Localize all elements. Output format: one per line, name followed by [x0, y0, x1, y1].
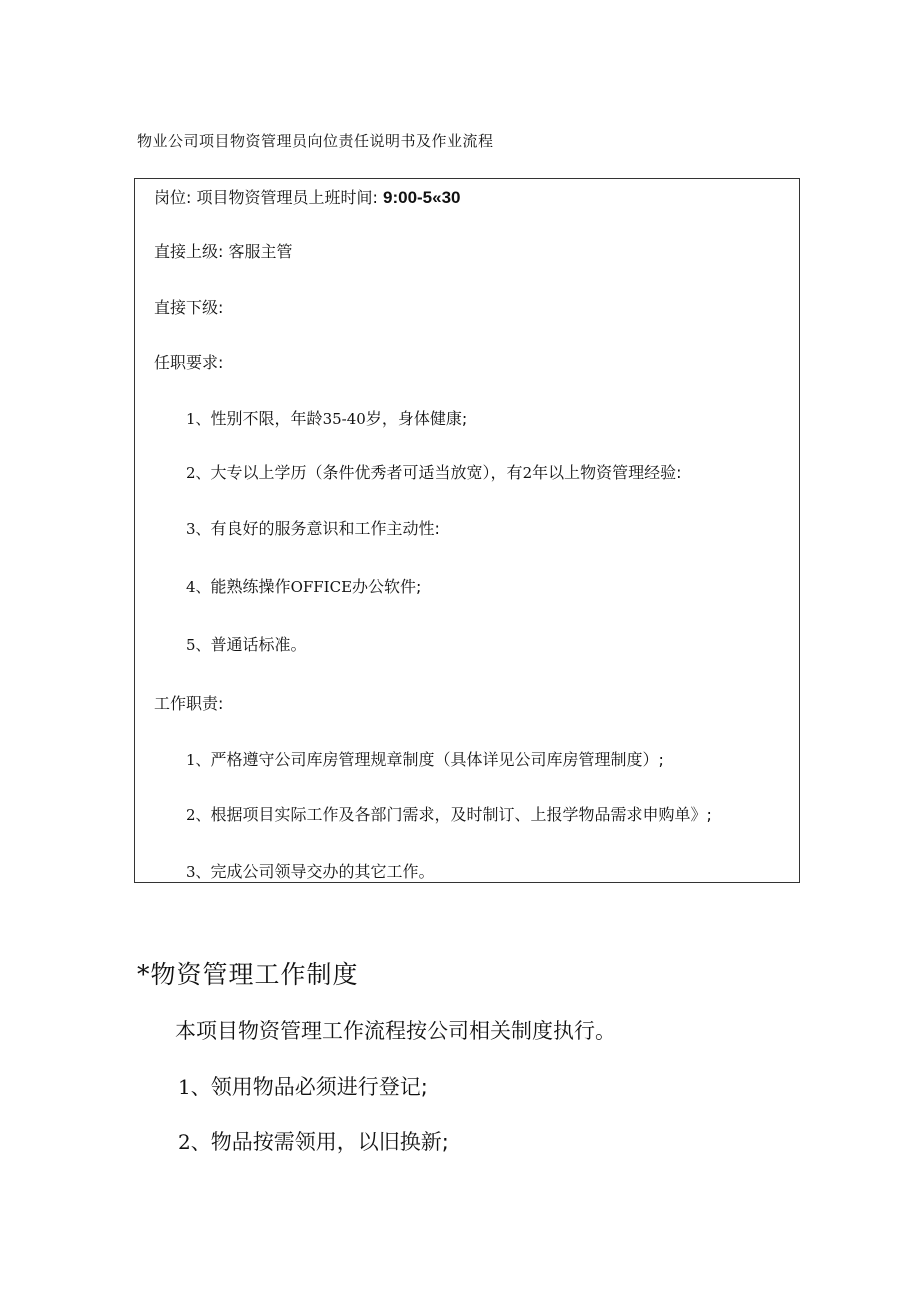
duty-item: 3、完成公司领导交办的其它工作。	[186, 862, 435, 881]
superior-line	[154, 242, 293, 262]
requirement-item: 3、有良好的服务意识和工作主动性:	[186, 519, 440, 538]
position-value: 项目物资管理员上班时间:	[196, 188, 378, 207]
superior-value: 客服主管	[228, 242, 293, 261]
subordinate-line	[154, 298, 223, 318]
duties-heading: 工作职责:	[154, 694, 224, 713]
requirement-item: 2、大专以上学历（条件优秀者可适当放宽），有2年以上物资管理经验:	[186, 463, 682, 482]
requirement-item: 4、能熟练操作OFFICE办公软件;	[186, 577, 422, 596]
superior-label: 直接上级:	[154, 242, 224, 261]
section-intro: 本项目物资管理工作流程按公司相关制度执行。	[175, 1019, 616, 1043]
requirement-item: 1、性别不限，年龄35-40岁，身体健康;	[186, 409, 468, 428]
section-item: 2、物品按需领用，以旧换新;	[178, 1130, 449, 1154]
job-description-box	[134, 178, 800, 883]
section-item: 1、领用物品必须进行登记;	[178, 1075, 428, 1099]
duty-item: 2、根据项目实际工作及各部门需求，及时制订、上报学物品需求申购单》;	[186, 805, 712, 824]
document-title: 物业公司项目物资管理员向位责任说明书及作业流程	[137, 132, 494, 150]
requirements-heading: 任职要求:	[154, 353, 224, 372]
work-time: 9:00-5«30	[383, 188, 461, 207]
section-heading: *物资管理工作制度	[137, 960, 359, 989]
requirement-item: 5、普通话标准。	[186, 635, 307, 654]
position-label: 岗位:	[154, 188, 192, 207]
duty-item: 1、严格遵守公司库房管理规章制度（具体详见公司库房管理制度）;	[186, 750, 664, 769]
subordinate-label: 直接下级:	[154, 298, 224, 317]
position-line	[154, 188, 461, 208]
